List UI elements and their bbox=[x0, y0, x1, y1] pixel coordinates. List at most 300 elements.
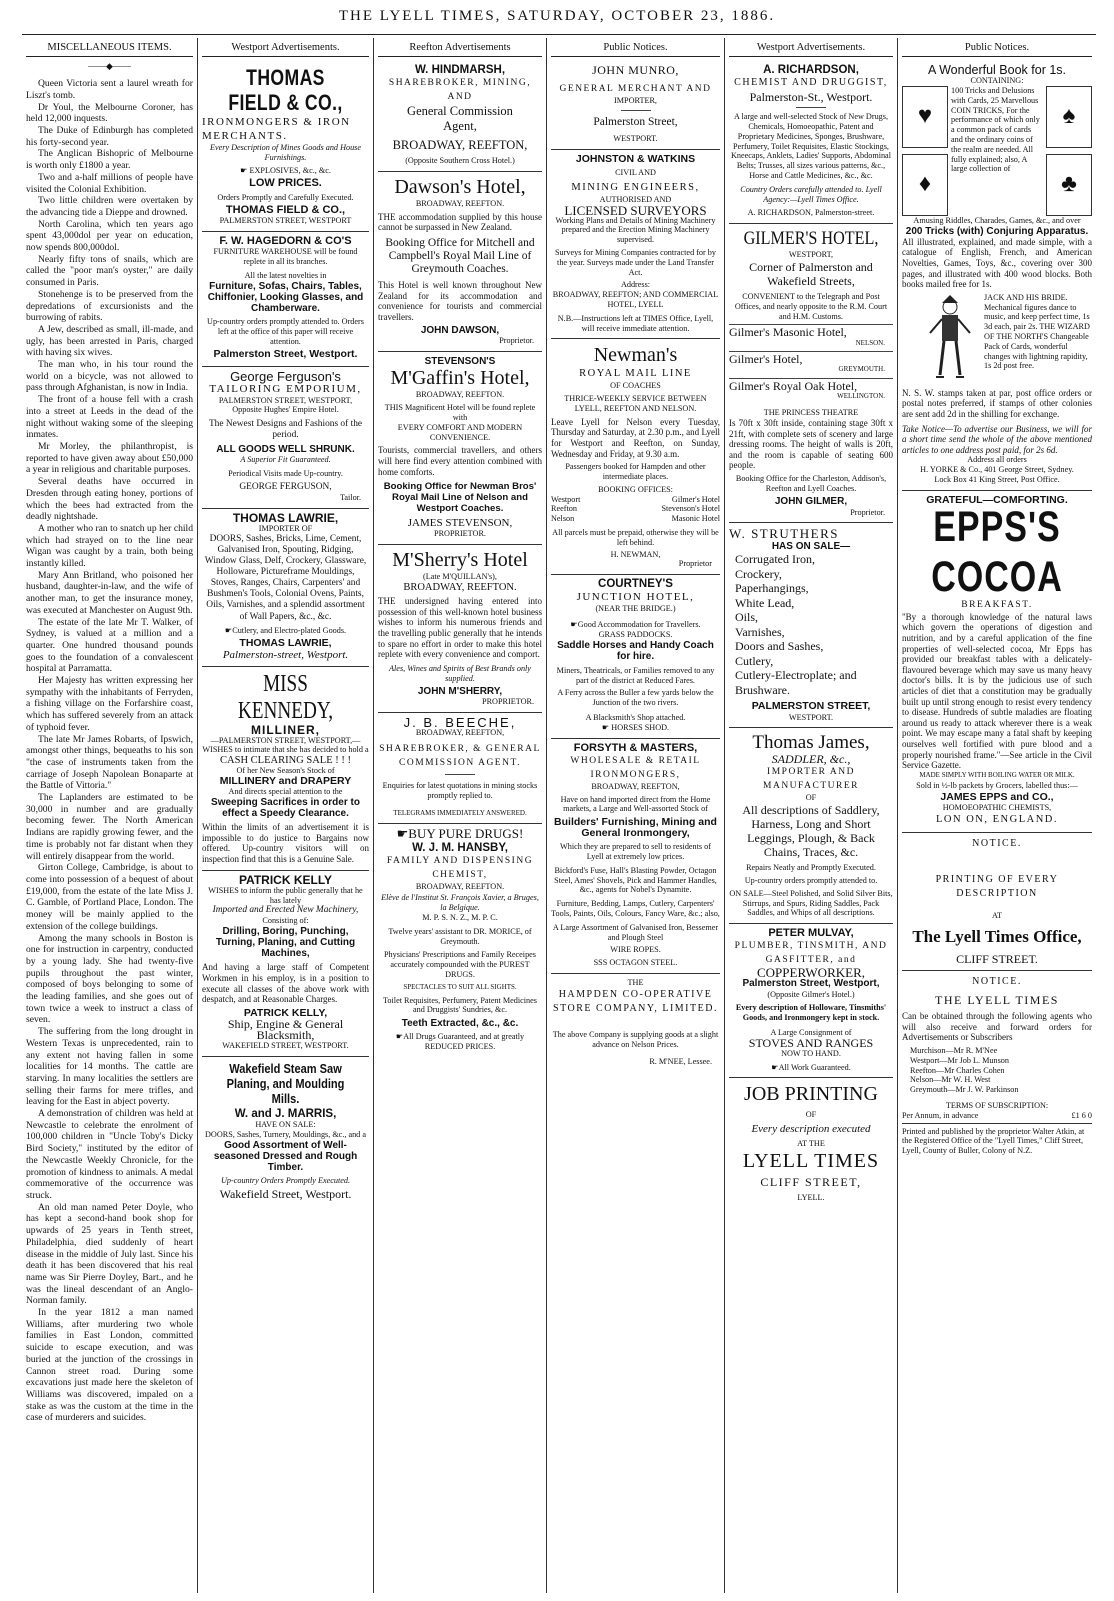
pointing-hand-icon: ☛ bbox=[240, 165, 248, 175]
ad-miss-kennedy bbox=[202, 667, 369, 871]
news-item: Nearly fifty tons of snails, which are called the "poor man's oyster," are daily consumed in Paris. bbox=[26, 253, 193, 289]
ad-text: Furniture, Bedding, Lamps, Cutlery, Carpenters' Tools, Paints, Oils, Colours, Fancy Ware, &c.; also, bbox=[551, 899, 720, 919]
ad-peter-mulvay bbox=[729, 924, 893, 1078]
news-item: The late Mr James Robarts, of Ipswich, amongst other things, bequeaths to his son "the case of instruments taken from the carriage of Joseph Napolean Bonaparte at the Battle of Vittoria." bbox=[26, 733, 193, 792]
ad-gilmers-hotel bbox=[729, 224, 893, 523]
ad-text: THE bbox=[627, 978, 644, 988]
ad-text: SPECTACLES TO SUIT ALL SIGHTS. bbox=[403, 982, 517, 991]
news-item: Queen Victoria sent a laurel wreath for Liszt's tomb. bbox=[26, 78, 193, 101]
notice-title: NOTICE. bbox=[972, 976, 1022, 988]
ad-text: LICENSED SURVEYORS bbox=[564, 202, 707, 218]
ad-text: HAS ON SALE— bbox=[771, 541, 851, 553]
ad-text: A Superior Fit Guaranteed. bbox=[240, 455, 331, 465]
ad-text: Address: bbox=[620, 280, 651, 290]
pointing-hand-icon: ☛ bbox=[771, 1062, 779, 1072]
goods-item: Cutlery, bbox=[735, 653, 774, 668]
ad-text: Bickford's Fuse, Hall's Blasting Powder, Octagon Steel, Ames' Shovels, Pick and Hammer Handles, &c., agents for Nobel's Dynamite. bbox=[554, 865, 717, 895]
ad-hagedorn bbox=[202, 232, 369, 366]
ad-msherrys-hotel bbox=[378, 545, 542, 713]
ad-text: NOW TO HAND. bbox=[781, 1048, 841, 1058]
ad-text: BREAKFAST. bbox=[961, 599, 1033, 610]
goods-item: Brushware. bbox=[735, 682, 790, 697]
ad-signature: JOHN GILMER, bbox=[774, 496, 848, 508]
ad-text: Proprietor. bbox=[850, 507, 885, 517]
ad-trade: COMMISSION AGENT. bbox=[399, 758, 521, 769]
hotel-list bbox=[729, 324, 893, 402]
ad-text: Working Plans and Details of Mining Machinery prepared and the Erection Mining Machinery supervised. bbox=[555, 215, 716, 245]
ad-signature: JAMES STEVENSON, bbox=[407, 517, 513, 530]
ad-address: BROADWAY, REEFTON, bbox=[591, 781, 680, 791]
ad-text: Toilet Requisites, Perfumery, Patent Medicines and Druggists' Sundries, &c. bbox=[383, 995, 537, 1015]
ad-text: THE accommodation supplied by this house cannot be surpassed in New Zealand. bbox=[378, 211, 542, 233]
ad-thomas-lawrie bbox=[202, 509, 369, 667]
ad-address: Palmerston Street, Westport. bbox=[213, 348, 358, 361]
ad-address: BROADWAY, REEFTON; AND COMMERCIAL HOTEL, LYELL bbox=[552, 290, 719, 310]
ad-signature: A. RICHARDSON, Palmerston-street. bbox=[747, 208, 875, 218]
ad-trade: GENERAL MERCHANT AND bbox=[559, 84, 712, 95]
ad-text: The Lyell Times Office, bbox=[912, 927, 1082, 947]
misc-items bbox=[26, 78, 193, 1424]
goods-item: Doors and Sashes, bbox=[735, 639, 824, 654]
ad-text: Every description of Holloware, Tinsmiths' Goods, and Ironmongery kept in stock. bbox=[735, 1003, 887, 1023]
ad-text: ALL GOODS WELL SHRUNK. bbox=[216, 444, 355, 456]
ad-address: LON ON, ENGLAND. bbox=[936, 814, 1058, 826]
ad-text: WISHES to inform the public generally that he has lately bbox=[208, 885, 363, 905]
divider bbox=[445, 774, 475, 775]
ad-text: (NEAR THE BRIDGE.) bbox=[595, 604, 676, 614]
ad-address: Palmerston-St., Westport. bbox=[749, 90, 873, 105]
agent-entry: Westport—Mr Job L. Munson bbox=[910, 1055, 1009, 1065]
ad-text: Repairs Neatly and Promptly Executed. bbox=[746, 863, 876, 873]
ad-trade: IRONMONGERS & IRON MERCHANTS. bbox=[202, 116, 351, 143]
ad-text: Passengers booked for Hampden and other intermediate places. bbox=[565, 462, 706, 481]
ad-text: A Ferry across the Buller a few yards below the Junction of the two rivers. bbox=[557, 688, 714, 708]
ad-text: OF COACHES bbox=[610, 381, 661, 391]
ad-title: Wakefield Steam Saw Planing, and Moulding Mills. bbox=[226, 1060, 345, 1106]
column-westport-ads-2 bbox=[724, 38, 897, 1593]
ad-text: Leave Lyell for Nelson every Tuesday, Thursday and Saturday, at 2.30 p.m., and Lyell for Westport and Reefton, on Sunday, Wednesday and Friday, at 9.30 a.m. bbox=[551, 416, 720, 459]
ad-text: LYELL. bbox=[797, 1193, 825, 1203]
ad-text: WESTPORT. bbox=[613, 134, 658, 144]
office-town: Nelson bbox=[551, 514, 575, 524]
ad-wonderful-book bbox=[902, 61, 1092, 491]
ad-text: Proprietor. bbox=[499, 336, 534, 346]
ad-trade: FURNITURE WAREHOUSE will be found replete in all its branches. bbox=[213, 247, 358, 267]
ad-address: BROADWAY, REEFTON. bbox=[415, 881, 505, 891]
ad-text: Tourists, commercial travellers, and others will here find every attention combined with home comforts. bbox=[378, 445, 542, 477]
masthead: THE LYELL TIMES, SATURDAY, OCTOBER 23, 1886. bbox=[338, 8, 776, 24]
ad-text: Within the limits of an advertisement it is impossible to do justice to Bargains now offered. Up-country visitors will on inspection find that this is a Genuine Sale. bbox=[202, 822, 369, 865]
ad-text: Can be obtained through the following agents who will also receive and forward orders for Advertisements or Subscribers bbox=[902, 1011, 1092, 1043]
playing-card-icon: ♠ bbox=[1046, 86, 1092, 148]
ad-text: DOORS, Sashes, Bricks, Lime, Cement, Galvanised Iron, Spouting, Ridging, Window Glass, Delf, Crockery, Glassware, Holloware, Pictureframe Mouldings, Stoves, Ranges, Chairs, Carpenters' and Bushmen's Tools, Colonial Ovens, Paints, Oils, Varnishes, and a splendid assortment of Wall Papers, &c., &c. bbox=[204, 533, 367, 622]
ad-text: PRINTING OF EVERY DESCRIPTION bbox=[935, 874, 1059, 900]
ad-text: EXPLOSIVES, &c., &c. bbox=[249, 165, 331, 175]
ad-title: JOHN MUNRO, bbox=[592, 63, 679, 78]
ad-mgaffins-hotel bbox=[378, 352, 542, 545]
ad-text: THIS Magnificent Hotel will be found replete with bbox=[384, 403, 536, 422]
ad-text: Agent, bbox=[443, 119, 477, 134]
ad-text: All descriptions of Saddlery, Harness, Long and Short Leggings, Plough, & Back Chains, Traces, &c. bbox=[742, 803, 880, 860]
goods-item: Corrugated Iron, bbox=[735, 552, 815, 567]
ad-text: COPPERWORKER, bbox=[757, 965, 865, 981]
news-item: Stonehenge is to be preserved from the depredations of excursionists and the burrowing of rabits. bbox=[26, 288, 193, 324]
ad-text: CONTAINING: bbox=[970, 76, 1024, 86]
ad-title: PATRICK KELLY bbox=[238, 872, 333, 887]
ad-title: Thomas James, bbox=[752, 732, 870, 754]
ad-trade: PLUMBER, TINSMITH, AND GASFITTER, and bbox=[734, 941, 888, 966]
ad-wakefield-mills bbox=[202, 1057, 369, 1205]
ad-text: GRASS PADDOCKS. bbox=[598, 629, 673, 639]
ad-title: W. J. M. HANSBY, bbox=[412, 841, 508, 854]
ad-address: PALMERSTON STREET, WESTPORT, bbox=[218, 395, 353, 405]
ad-title: J. B. BEECHE, bbox=[403, 715, 517, 731]
jester-figure-icon bbox=[922, 295, 978, 383]
hotel-town: WELLINGTON. bbox=[837, 392, 885, 401]
ad-text: PROPRIETOR. bbox=[434, 529, 486, 539]
ad-text: CONVENIENT to the Telegraph and Post Offices, and nearly opposite to the R.M. Court and H.M. Customs. bbox=[734, 292, 888, 321]
ad-address: —PALMERSTON STREET, WESTPORT,— bbox=[210, 735, 361, 745]
ad-text: Country Orders carefully attended to. Lyell Agency:—Lyell Times Office. bbox=[740, 184, 882, 204]
goods-item: Crockery, bbox=[735, 566, 782, 581]
ad-text: This Hotel is well known throughout New Zealand for its accommodation and convenience for tourists and commercial travellers. bbox=[378, 279, 542, 322]
ad-text: OF bbox=[805, 793, 817, 803]
ad-text: AT THE bbox=[797, 1139, 825, 1149]
ad-text: Per Annum, in advance bbox=[902, 1110, 979, 1120]
ad-title: HAMPDEN CO-OPERATIVE STORE COMPANY, LIMITED. bbox=[553, 988, 718, 1014]
ad-address: H. YORKE & Co., 401 George Street, Sydney. bbox=[920, 465, 1074, 475]
ad-text: STOVES AND RANGES bbox=[748, 1035, 874, 1050]
ad-signature: JOHN DAWSON, bbox=[420, 325, 500, 337]
ad-trade: SHAREBROKER, & GENERAL bbox=[379, 744, 541, 755]
ad-trade: ROYAL MAIL LINE bbox=[579, 368, 692, 380]
column-public-notices bbox=[546, 38, 724, 1593]
news-item: Among the many schools in Boston is one for instruction in carpentry, conducted by a young lady. She had twenty-five pupils throughout the past winter, composed of boys belonging to some of the leading families, and she goes out of town twice a week to instruct a class of seven. bbox=[26, 932, 193, 1026]
ad-text: THE PRINCESS THEATRE bbox=[763, 408, 859, 418]
ad-address: PALMERSTON STREET, WESTPORT bbox=[219, 216, 352, 226]
news-item: Her Majesty has written expressing her sympathy with the inhabitants of Ferryden, a fishing village on the Forfarshire coast, which has suffered severely from an attack of typhoid fever. bbox=[26, 675, 193, 733]
ad-title: COURTNEY'S bbox=[598, 578, 673, 591]
ad-text: N. S. W. stamps taken at par, post office orders or postal notes preferred, if stamps of other colonies are sent add 2d in the shilling for exchange. bbox=[902, 387, 1092, 420]
ad-text: A Large Consignment of bbox=[770, 1027, 852, 1037]
ad-title: JOB PRINTING bbox=[744, 1083, 878, 1106]
ad-trade: MINING ENGINEERS, bbox=[571, 181, 700, 193]
goods-list bbox=[729, 552, 893, 697]
ad-text: Lock Box 41 King Street, Post Office. bbox=[934, 475, 1060, 484]
ad-text: Take Notice—To advertise our Business, we will for a short time send the whole of the above mentioned articles to one address post paid, for 2s 6d. bbox=[902, 423, 1092, 455]
ad-address: CLIFF STREET, bbox=[760, 1175, 862, 1190]
agent-entry: Greymouth—Mr J. W. Parkinson bbox=[910, 1085, 1019, 1095]
ad-text: Up-country orders promptly attended to. bbox=[744, 876, 878, 886]
ad-text: Tailor. bbox=[339, 493, 361, 503]
news-item: Several deaths have occurred in Dresden through eating honey, portions of which the bees had extracted from the deadly nightshade. bbox=[26, 476, 193, 523]
ad-text: Ales, Wines and Spirits of Best Brands only supplied. bbox=[389, 663, 531, 683]
news-item: The man who, in his tour round the world on a bicycle, was not allowed to pass through Afghanistan, is now in India. bbox=[26, 359, 193, 394]
ad-text: And having a large staff of Competent Workmen in his employ, is in a position to execute all classes of the above work with despatch, and at Reasonable Charges. bbox=[202, 962, 369, 1005]
ad-text: CASH CLEARING SALE ! ! ! bbox=[220, 755, 351, 767]
ad-trade: SHAREBROKER, MINING, AND bbox=[388, 78, 532, 103]
ad-text: 200 Tricks (with) Conjuring Apparatus. bbox=[905, 225, 1089, 237]
ad-text: LYELL TIMES bbox=[742, 1150, 880, 1173]
ad-title: PETER MULVAY, bbox=[768, 927, 854, 940]
ad-signature: THOMAS LAWRIE, bbox=[239, 637, 332, 650]
ad-text: Imported and Erected New Machinery, bbox=[212, 905, 359, 916]
column-reefton-ads bbox=[373, 38, 546, 1593]
ad-newmans-coaches bbox=[551, 339, 720, 575]
ad-title: THOMAS FIELD & CO., bbox=[228, 65, 343, 116]
pointing-hand-icon: ☛ bbox=[224, 625, 233, 635]
ad-text: Periodical Visits made Up-country. bbox=[228, 469, 343, 479]
hotel-name: Gilmer's Hotel, bbox=[729, 352, 803, 367]
ad-title: A. RICHARDSON, bbox=[763, 64, 859, 77]
ad-trade: FAMILY AND DISPENSING CHEMIST, bbox=[386, 855, 534, 880]
ad-text: OF bbox=[805, 1110, 817, 1120]
column-public-notices-2 bbox=[897, 38, 1096, 1593]
news-item: An old man named Peter Doyle, who has kept a second-hand book shop for upwards of 25 years in Tenth street, Philadelphia, died suddenly of heart disease in the middle of July last. Since his death it has been discovered that his real name was Sir Pierre Doyley, Bart., and he was the lineal descendant of an Anglo-Norman family. bbox=[26, 1201, 193, 1307]
ad-text: £1 6 0 bbox=[1071, 1110, 1092, 1120]
ad-text: Cutlery, and Electro-plated Goods. bbox=[232, 625, 347, 635]
hotel-entry bbox=[729, 378, 893, 402]
ad-text: A Blacksmith's Shop attached. bbox=[585, 713, 686, 723]
column-heading: Westport Advertisements. bbox=[202, 38, 369, 57]
notice-title: NOTICE. bbox=[972, 838, 1022, 850]
ad-trade: TAILORING EMPORIUM, bbox=[209, 382, 362, 395]
ad-signature: R. M'NEE, Lessee. bbox=[649, 1057, 712, 1067]
ad-epps-cocoa bbox=[902, 491, 1092, 833]
hotel-name: Gilmer's Royal Oak Hotel, bbox=[729, 379, 858, 394]
ad-text: PROPRIETOR. bbox=[482, 697, 534, 707]
ad-address: Palmerston Street, Westport, bbox=[742, 978, 880, 990]
agents-list bbox=[902, 1046, 1092, 1095]
ad-text: WISHES to intimate that she has decided to hold a bbox=[202, 745, 369, 755]
ad-thomas-james bbox=[729, 728, 893, 924]
ad-text: THRICE-WEEKLY SERVICE BETWEEN LYELL, REEFTON AND NELSON. bbox=[564, 394, 707, 414]
ad-george-ferguson bbox=[202, 367, 369, 509]
news-item: The estate of the late Mr T. Walker, of Sydney, is valued at a million and a quarter. One hundred thousand pounds goes to the foundation of a convalescent hospital at Parramatta. bbox=[26, 616, 193, 675]
ad-address: BROADWAY, REEFTON. bbox=[403, 582, 517, 594]
ad-text: Consisting of: bbox=[262, 916, 309, 926]
ad-text: Have on hand imported direct from the Home markets, a Large and Well-assorted Stock of bbox=[560, 794, 711, 814]
ad-text: Drilling, Boring, Punching, Turning, Planing, and Cutting Machines, bbox=[215, 926, 356, 960]
ad-address: PALMERSTON STREET, bbox=[751, 700, 871, 713]
office-hotel: Stevenson's Hotel bbox=[661, 504, 720, 514]
ad-text: Orders Promptly and Carefully Executed. bbox=[217, 192, 354, 202]
ad-trade: WHOLESALE & RETAIL IRONMONGERS, bbox=[570, 755, 701, 780]
ad-text: Is 70ft x 30ft inside, containing stage 30ft x 21ft, with complete sets of scenery and large dressing rooms. The height of walls is 20ft, and the room is capable of seating 600 people. bbox=[729, 417, 893, 471]
ad-title: F. W. HAGEDORN & CO'S bbox=[219, 235, 352, 248]
ad-text: Booking Office for the Charleston, Addison's, Reefton and Lyell Coaches. bbox=[735, 473, 887, 493]
ad-text: And directs special attention to the bbox=[228, 787, 343, 797]
ad-text: Elève de l'Institut St. François Xavier, a Bruges, la Belgique. bbox=[381, 893, 539, 913]
office-hotel: Masonic Hotel bbox=[671, 514, 720, 524]
ad-text: (Opposite Southern Cross Hotel.) bbox=[405, 156, 515, 166]
ad-forsyth-masters bbox=[551, 739, 720, 974]
column-heading: Reefton Advertisements bbox=[378, 38, 542, 57]
ad-hampden-store bbox=[551, 974, 720, 1072]
ad-text: All Work Guaranteed. bbox=[778, 1062, 851, 1072]
ad-text: Of her New Season's Stock of bbox=[236, 766, 335, 776]
ad-text: "By a thorough knowledge of the natural laws which govern the operations of digestion and nutrition, and by a careful application of the fine properties of well-selected cocoa, Mr Epps has provided our breakfast tables with a delicately-flavoured beverage which may save us many heavy doctor's bills. It is by the judicious use of such articles of diet that a constitution may be gradually built up until strong enough to resist every tendency to disease. Hundreds of subtle maladies are floating around us ready to attack wherever there is a weak point. We may escape many a fatal shaft by keeping ourselves well fortified with pure blood and a properly nourished frame."—See article in the Civil Service Gazette. bbox=[902, 611, 1092, 771]
ad-text: HOMOEOPATHIC CHEMISTS, bbox=[942, 803, 1052, 813]
ad-patrick-kelly bbox=[202, 871, 369, 1057]
ad-text: All parcels must be prepaid, otherwise they will be left behind. bbox=[552, 527, 719, 547]
hotel-name: Gilmer's Masonic Hotel, bbox=[729, 325, 847, 340]
ad-title: FORSYTH & MASTERS, bbox=[573, 741, 698, 754]
ad-text: Proprietor bbox=[678, 559, 712, 569]
ad-signature: H. NEWMAN, bbox=[610, 549, 661, 559]
ad-text: The above Company is supplying goods at a slight advance on Nelson Prices. bbox=[552, 1029, 719, 1049]
column-miscellaneous bbox=[22, 38, 197, 1593]
ad-title: Dawson's Hotel, bbox=[394, 175, 526, 198]
ad-hansby-chemist bbox=[378, 824, 542, 1056]
ad-text: Printed and published by the proprietor Walter Atkin, at the Registered Office of the "Lyell Times," Cliff Street, Lyell, County of Buller, Colony of N.Z. bbox=[902, 1126, 1085, 1156]
hotel-town: GREYMOUTH. bbox=[838, 365, 885, 374]
ad-job-printing bbox=[729, 1078, 893, 1207]
ad-text: JACK AND HIS BRIDE. Mechanical figures dance to music, and keep perfect time, 1s 3d each, pair 2s. THE WIZARD OF THE NORTH'S Changeable Pack of Cards, wonderful changes with lightning rapidity, 1s 2d post free. bbox=[984, 292, 1090, 371]
ad-text: All illustrated, explained, and made simple, with a catalogue of English, French, and American Novelties, Games, Toys, &c., covering over 300 pages, and illustrated with 400 wood blocks. Both books mailed free for 1s. bbox=[902, 236, 1092, 290]
ad-text: W. and J. MARRIS, bbox=[234, 1107, 337, 1120]
ad-address: CLIFF STREET. bbox=[956, 952, 1038, 967]
news-item: Mary Ann Britland, who poisoned her husband, daughter-in-law, and the wife of another man, to get the insurance money, was executed at Manchester on August 9th. bbox=[26, 569, 193, 616]
pointing-hand-icon: ☛ bbox=[395, 1032, 404, 1042]
ad-text: M. P. S. N. Z., M. P. C. bbox=[422, 913, 498, 923]
ad-text: Teeth Extracted, &c., &c. bbox=[401, 1018, 519, 1030]
ad-text: WIRE ROPES. bbox=[610, 945, 661, 955]
ad-title: JOHNSTON & WATKINS bbox=[575, 152, 696, 165]
ad-text: HORSES SHOD. bbox=[611, 722, 670, 732]
booking-office-row bbox=[551, 504, 720, 514]
ad-title: A Wonderful Book for 1s. bbox=[927, 63, 1067, 78]
booking-office-row bbox=[551, 495, 720, 505]
ad-text: Up-country orders promptly attended to. Orders left at the office of this paper will receive attention. bbox=[207, 317, 364, 346]
office-town: Westport bbox=[551, 494, 581, 504]
ad-text: IMPORTER AND MANUFACTURER bbox=[763, 767, 859, 792]
ad-text: Miners, Theatricals, or Families removed to any part of the district at Reduced Fares. bbox=[556, 665, 715, 685]
ad-a-richardson bbox=[729, 61, 893, 224]
news-item: A Jew, described as small, ill-made, and ugly, has been arrested in Paris, charged with having six wives. bbox=[26, 323, 193, 359]
playing-card-icon: ♦ bbox=[902, 154, 948, 216]
ad-text: The Newest Designs and Fashions of the period. bbox=[208, 419, 363, 441]
office-town: Reefton bbox=[551, 504, 577, 514]
news-item: The front of a house fell with a crash into a street at Leeds in the dead of the night without waking some of the sleeping inmates. bbox=[26, 394, 193, 441]
ad-title: THOMAS LAWRIE, bbox=[232, 510, 339, 525]
ad-text: A Large Assortment of Galvanised Iron, Bessemer and Plough Steel bbox=[552, 922, 719, 942]
ad-text: (Late M'QUILLAN's), bbox=[423, 572, 497, 582]
news-item: In the year 1812 a man named Williams, after murdering two whole families in East London, committed suicide to escape execution, and was buried at the junction of the crossings in Cannon street road. During some excavations just made here the skeleton of Williams was discovered, impaled on a stake as was the custom at the time in the case of murderers and suicides. bbox=[26, 1307, 193, 1424]
divider bbox=[796, 107, 826, 108]
booking-office-row bbox=[551, 514, 720, 524]
ad-text: A large and well-selected Stock of New Drugs, Chemicals, Homoeopathic, Patent and Proprietary Medicines, Sponges, Brushware, Perfumery, Toilet Requisites, Elastic Stockings, Kneecaps, Anklets, Ladies' Supports, Abdominal Belts; Trusses, all sizes various patterns, &c., Horse and Cattle Medicines, &c., &c. bbox=[731, 112, 891, 181]
ad-text: Every description executed bbox=[751, 1123, 871, 1136]
news-item: The suffering from the long drought in Western Texas is unprecedented, rain to any extent not having fallen in some localities for 14 months. The cattle are starving. In many localities the settlers are selling their farms for mere trifles, and leaving for the East in abject poverty. bbox=[26, 1026, 193, 1108]
ad-text: Which they are prepared to sell to residents of Lyell at extremely low prices. bbox=[560, 842, 711, 862]
ad-text: CIVIL AND bbox=[615, 167, 656, 177]
office-hotel: Gilmer's Hotel bbox=[671, 494, 720, 504]
ad-address: Wakefield Street, Westport. bbox=[219, 1186, 352, 1201]
news-item: Girton College, Cambridge, is about to come into possession of a bequest of about £19,000, from the estate of the late Miss J. C. Gamble, of Portland Place, London. The money will be mainly applied to the extension of the college buildings. bbox=[26, 862, 193, 932]
ad-text: HAVE ON SALE: bbox=[255, 1120, 316, 1130]
masthead-rule bbox=[22, 34, 1096, 35]
ad-signature: PATRICK KELLY, bbox=[243, 1006, 328, 1019]
booking-offices-list bbox=[551, 495, 720, 524]
ad-text: 100 Tricks and Delusions with Cards, 25 Marvellous COIN TRICKS, For the performance of which only a common pack of cards and the ordinary coins of the realm are needed. All fully explained; also, A large collection of bbox=[951, 85, 1040, 174]
ad-text: Ship, Engine & General Blacksmith, bbox=[227, 1016, 344, 1043]
ad-text: TELEGRAMS IMMEDIATELY ANSWERED. bbox=[393, 808, 527, 817]
ad-text: Booking Office for Newman Bros' Royal Mail Line of Nelson and Westport Coaches. bbox=[383, 481, 537, 515]
ad-text: Furniture, Sofas, Chairs, Tables, Chiffonier, Looking Glasses, and Chamberware. bbox=[207, 280, 364, 314]
ad-text: Builders' Furnishing, Mining and General Ironmongery, bbox=[554, 816, 717, 840]
ad-text: Physicians' Prescriptions and Family Receipes accurately compounded with the PUREST DRUGS. bbox=[383, 950, 536, 980]
ad-text: MILLINERY and DRAPERY bbox=[219, 775, 352, 788]
ad-trade: MILLINER, bbox=[251, 722, 320, 737]
notice-printing bbox=[902, 833, 1092, 971]
ad-address: WAKEFIELD STREET, WESTPORT. bbox=[222, 1041, 349, 1051]
ornament-divider: ——◆—— bbox=[88, 61, 131, 72]
ad-beeche bbox=[378, 713, 542, 824]
ad-title: MISS KENNEDY, bbox=[237, 670, 334, 724]
news-item: The Duke of Edinburgh has completed his forty-second year. bbox=[26, 125, 193, 148]
ad-text: Sweeping Sacrifices in order to effect a Speedy Clearance. bbox=[211, 797, 360, 820]
playing-card-icon: ♥ bbox=[902, 86, 948, 148]
column-westport-ads bbox=[197, 38, 373, 1593]
notice-agents bbox=[902, 971, 1092, 1161]
ad-trade: JUNCTION HOTEL, bbox=[576, 591, 695, 604]
news-item: The Laplanders are estimated to be 30,000 in number and are gradually becoming fewer. The North American Indians are rapidly growing fewer, and the time is probably not far distant when they will entirely disappear from the world. bbox=[26, 792, 193, 862]
divider bbox=[621, 110, 651, 111]
hotel-town: NELSON. bbox=[855, 338, 885, 347]
agent-entry: Nelson—Mr W. H. West bbox=[910, 1075, 991, 1085]
ad-text: Surveys for Mining Companies contracted for by the year. Surveys made under the Land Transfer Act. bbox=[555, 248, 716, 277]
agent-entry: Murchison—Mr R. M'Nee bbox=[910, 1046, 998, 1056]
ad-text: AT bbox=[991, 911, 1002, 921]
ad-text: GRATEFUL—COMFORTING. bbox=[926, 493, 1068, 506]
ad-text: LOW PRICES. bbox=[249, 177, 322, 190]
ad-text: Good Accommodation for Travellers. bbox=[577, 620, 701, 630]
ad-title: Newman's bbox=[593, 344, 678, 367]
ad-address: BROADWAY, REEFTON, bbox=[415, 728, 505, 738]
ad-text: STEVENSON'S bbox=[424, 356, 496, 368]
playing-card-icon: ♣ bbox=[1046, 154, 1092, 216]
ad-address: Palmerston-street, Westport. bbox=[222, 648, 349, 661]
ad-headline: BUY PURE DRUGS! bbox=[408, 826, 524, 842]
column-heading: Westport Advertisements. bbox=[729, 38, 893, 57]
ad-text: (Opposite Gilmer's Hotel.) bbox=[767, 989, 855, 999]
news-item: Two little children were overtaken by the advancing tide a Dieppe and drowned. bbox=[26, 195, 193, 218]
ad-title: W. HINDMARSH, bbox=[414, 64, 506, 77]
ad-text: EVERY COMFORT AND MODERN CONVENIENCE. bbox=[397, 422, 523, 442]
ad-text: General Commission bbox=[407, 104, 513, 119]
column-heading: MISCELLANEOUS ITEMS. bbox=[26, 38, 193, 57]
ad-john-munro bbox=[551, 61, 720, 150]
ad-hindmarsh bbox=[378, 61, 542, 172]
ad-text: TERMS OF SUBSCRIPTION: bbox=[945, 1101, 1049, 1111]
ad-text: BOOKING OFFICES: bbox=[598, 484, 673, 494]
ad-text: Opposite Hughes' Empire Hotel. bbox=[232, 405, 339, 415]
ad-text: THE undersigned having entered into possession of this well-known hotel business wishes to inform his numerous friends and the travelling public generally that he intends to spare no effort in order to make this hotel replete with every convenience and comport. bbox=[378, 596, 542, 660]
ad-title: W. STRUTHERS bbox=[729, 526, 839, 542]
news-item: Dr Youl, the Melbourne Coroner, has held 12,000 inquests. bbox=[26, 101, 193, 125]
ad-signature: THOMAS FIELD & CO., bbox=[225, 204, 346, 217]
ad-text: Enquiries for latest quotations in mining stocks promptly replied to. bbox=[382, 781, 538, 800]
ad-title: George Ferguson's bbox=[230, 368, 341, 384]
ad-thomas-field bbox=[202, 61, 369, 232]
hotel-entry bbox=[729, 324, 893, 348]
goods-item: Varnishes, bbox=[735, 624, 785, 639]
news-item: Two and a-half millions of people have visited the Colonial Exhibition. bbox=[26, 171, 193, 195]
ad-signature: JOHN M'SHERRY, bbox=[417, 686, 503, 698]
ad-courtneys-hotel bbox=[551, 575, 720, 738]
column-heading: Public Notices. bbox=[551, 38, 720, 57]
